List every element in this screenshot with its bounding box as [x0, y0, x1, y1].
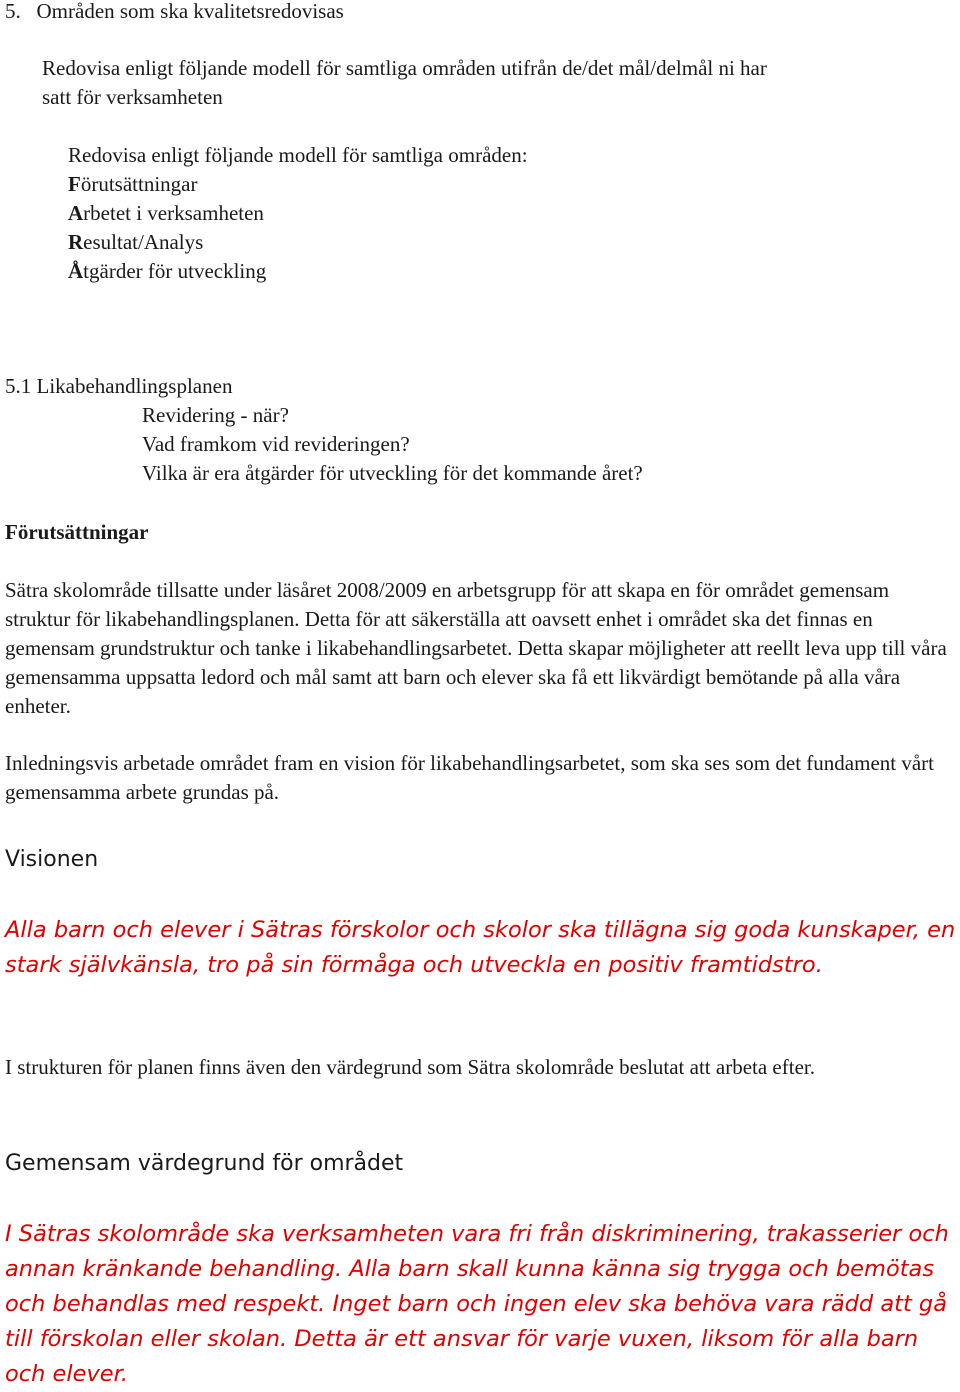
forutsattningar-paragraph-1: Sätra skolområde tillsatte under läsåret 2008/2009 en arbetsgrupp för att skapa en för området gemensam struktur för likabehandlingsplanen. Detta för att säkerställa att oavsett enhet i området ska det finnas en gemensam grundstruktur och tanke i likabehandlingsarbetet. Detta skapar möjligheter att reellt leva upp till våra gemensamma uppsatta ledord och mål samt att barn och elever ska få ett likvärdigt bemötande på alla våra enheter.: [5, 578, 947, 718]
model-heading: Redovisa enligt följande modell för samtliga områden:: [68, 143, 528, 167]
subsection-title: 5.1 Likabehandlingsplanen: [5, 374, 233, 398]
model-item-initial: R: [68, 230, 84, 254]
model-item-rest: esultat/Analys: [83, 230, 204, 254]
values-text: I Sätras skolområde ska verksamheten vara fri från diskriminering, trakasserier och annan kränkande behandling. Alla barn skall kunna känna sig trygga och bemötas och behandlas med respekt. Inget barn och ingen elev ska behöva vara rädd att gå till förskolan eller skolan. Detta är ett ansvar för varje vuxen, liksom för alla barn och elever.: [5, 1221, 949, 1387]
section-title: Områden som ska kvalitetsredovisas: [36, 0, 344, 23]
values-heading: Gemensam värdegrund för området: [5, 1151, 404, 1176]
subsection-question-2: Vad framkom vid revideringen?: [142, 432, 410, 456]
subsection-question-1: Revidering - när?: [142, 403, 289, 427]
subsection-question-3: Vilka är era åtgärder för utveckling för det kommande året?: [142, 461, 643, 485]
model-item-initial: A: [68, 201, 84, 225]
structure-text: I strukturen för planen finns även den värdegrund som Sätra skolområde beslutat att arbeta efter.: [5, 1055, 815, 1079]
vision-text: Alla barn och elever i Sätras förskolor och skolor ska tillägna sig goda kunskaper, en stark självkänsla, tro på sin förmåga och utveckla en positiv framtidstro.: [5, 917, 956, 978]
section-number: 5.: [5, 0, 21, 23]
model-item-rest: tgärder för utveckling: [83, 259, 267, 283]
model-item-arbetet: [68, 199, 264, 228]
intro-line-1: Redovisa enligt följande modell för samtliga områden utifrån de/det mål/delmål ni har: [42, 56, 767, 80]
model-item-rest: rbetet i verksamheten: [83, 201, 264, 225]
forutsattningar-heading: Förutsättningar: [5, 520, 149, 544]
model-item-initial: Å: [68, 259, 84, 283]
model-item-initial: F: [68, 172, 81, 196]
vision-heading: Visionen: [5, 847, 99, 872]
section-heading: [5, 0, 344, 26]
model-item-resultat: [68, 228, 203, 257]
model-item-rest: örutsättningar: [80, 172, 198, 196]
model-item-forutsattningar: [68, 170, 197, 199]
intro-line-2: satt för verksamheten: [42, 85, 223, 109]
forutsattningar-paragraph-2: Inledningsvis arbetade området fram en vision för likabehandlingsarbetet, som ska ses som det fundament vårt gemensamma arbete grundas på.: [5, 751, 934, 804]
model-item-atgarder: [68, 257, 266, 286]
